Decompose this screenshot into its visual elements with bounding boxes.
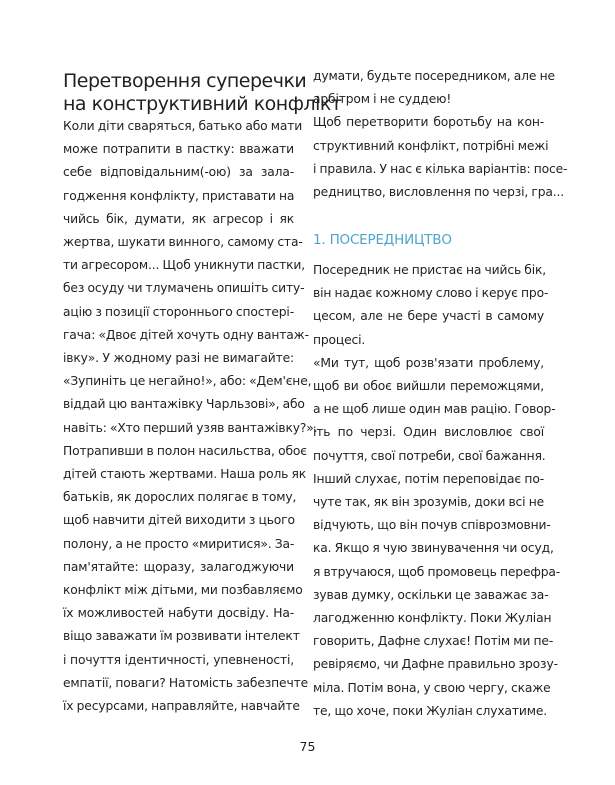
text-line: Інший слухає, потім переповідає по- <box>313 471 544 486</box>
text-line: він надає кожному слово і керує про- <box>313 286 549 301</box>
text-line: процесі. <box>313 332 366 347</box>
text-line: полону, а не просто «миритися». За- <box>63 536 295 551</box>
text-line: без осуду чи тлумачень опишіть ситу- <box>63 281 305 296</box>
section-title: 1. ПОСЕРЕДНИЦТВО <box>313 232 452 248</box>
text-line: батьків, як дорослих полягає в тому, <box>63 490 297 505</box>
text-line: пам'ятайте: щоразу, залагоджуючи <box>63 559 294 574</box>
text-line: говорить, Дафне слухає! Потім ми пе- <box>313 634 554 649</box>
text-line: зував думку, оскільки це заважає за- <box>313 587 549 602</box>
text-line: структивний конфлікт, потрібні межі <box>313 138 549 153</box>
text-line: жертва, шукати винного, самому ста- <box>63 235 303 249</box>
text-line: а не щоб лише один мав рацію. Говор- <box>313 402 556 417</box>
text-line: іть по черзі. Один висловлює свої <box>313 425 544 440</box>
heading-line-2: на конструктивний конфлікт <box>63 93 342 115</box>
text-line: може потрапити в пастку: вважати <box>63 142 294 157</box>
text-line: відчують, що він почув співрозмовни- <box>313 518 551 533</box>
text-line: чуте так, як він зрозумів, доки всі не <box>313 495 545 509</box>
text-line: чийсь бік, думати, як агресор і як <box>63 211 294 226</box>
text-line: арбітром і не суддею! <box>313 92 452 107</box>
text-line: редництво, висловлення по черзі, гра... <box>313 185 565 199</box>
text-line: міла. Потім вона, у свою чергу, скаже <box>313 680 551 695</box>
heading-line-1: Перетворення суперечки <box>63 70 307 92</box>
text-line: годження конфлікту, приставати на <box>63 188 295 203</box>
text-line: ти агресором... Щоб уникнути пастки, <box>63 258 305 273</box>
text-line: ка. Якщо я чую звинувачення чи осуд, <box>313 541 554 556</box>
text-line: думати, будьте посередником, але не <box>313 69 555 83</box>
text-line: їх ресурсами, направляйте, навчайте <box>63 699 300 713</box>
text-line: цесом, але не бере участі в самому <box>313 309 544 324</box>
text-line: те, що хоче, поки Жуліан слухатиме. <box>313 703 548 718</box>
text-line: Посередник не пристає на чийсь бік, <box>313 263 547 277</box>
text-line: лагодженню конфлікту. Поки Жуліан <box>313 611 552 625</box>
text-line: себе відповідальним(-ою) за зала- <box>63 165 294 180</box>
text-line: почуття, свої потреби, свої бажання. <box>313 448 546 463</box>
text-line: Щоб перетворити боротьбу на кон- <box>313 115 544 130</box>
text-line: емпатії, поваги? Натомість забезпечте <box>63 675 309 690</box>
text-line: Потрапивши в полон насильства, обоє <box>63 443 307 458</box>
text-line: івку». У жодному разі не вимагайте: <box>63 351 294 365</box>
text-line: гача: «Двоє дітей хочуть одну вантаж- <box>63 327 309 342</box>
text-line: конфлікт між дітьми, ми позбавляємо <box>63 583 303 597</box>
text-line: дітей стають жертвами. Наша роль як <box>63 467 307 481</box>
text-line: їх можливостей набути досвіду. На- <box>63 606 294 621</box>
text-line: ревіряємо, чи Дафне правильно зрозу- <box>313 657 558 672</box>
text-line: і правила. У нас є кілька варіантів: посе- <box>313 161 568 176</box>
text-line: щоб ви обоє вийшли переможцями, <box>313 379 544 393</box>
text-line: «Ми тут, щоб розв'язати проблему, <box>313 355 544 370</box>
text-line: я втручаюся, щоб промовець перефра- <box>313 564 561 579</box>
text-line: і почуття ідентичності, упевненості, <box>63 652 294 667</box>
text-line: «Зупиніть це негайно!», або: «Дем'єне, <box>63 374 312 389</box>
text-line: віщо заважати їм розвивати інтелект <box>63 629 300 644</box>
page-number: 75 <box>299 739 316 754</box>
text-line: щоб навчити дітей виходити з цього <box>63 513 295 528</box>
text-line: віддай цю вантажівку Чарльзові», або <box>63 397 305 412</box>
text-line: ацію з позиції стороннього спостері- <box>63 304 294 319</box>
text-line: навіть: «Хто перший узяв вантажівку?». <box>63 420 318 435</box>
text-line: Коли діти сваряться, батько або мати <box>63 119 303 133</box>
